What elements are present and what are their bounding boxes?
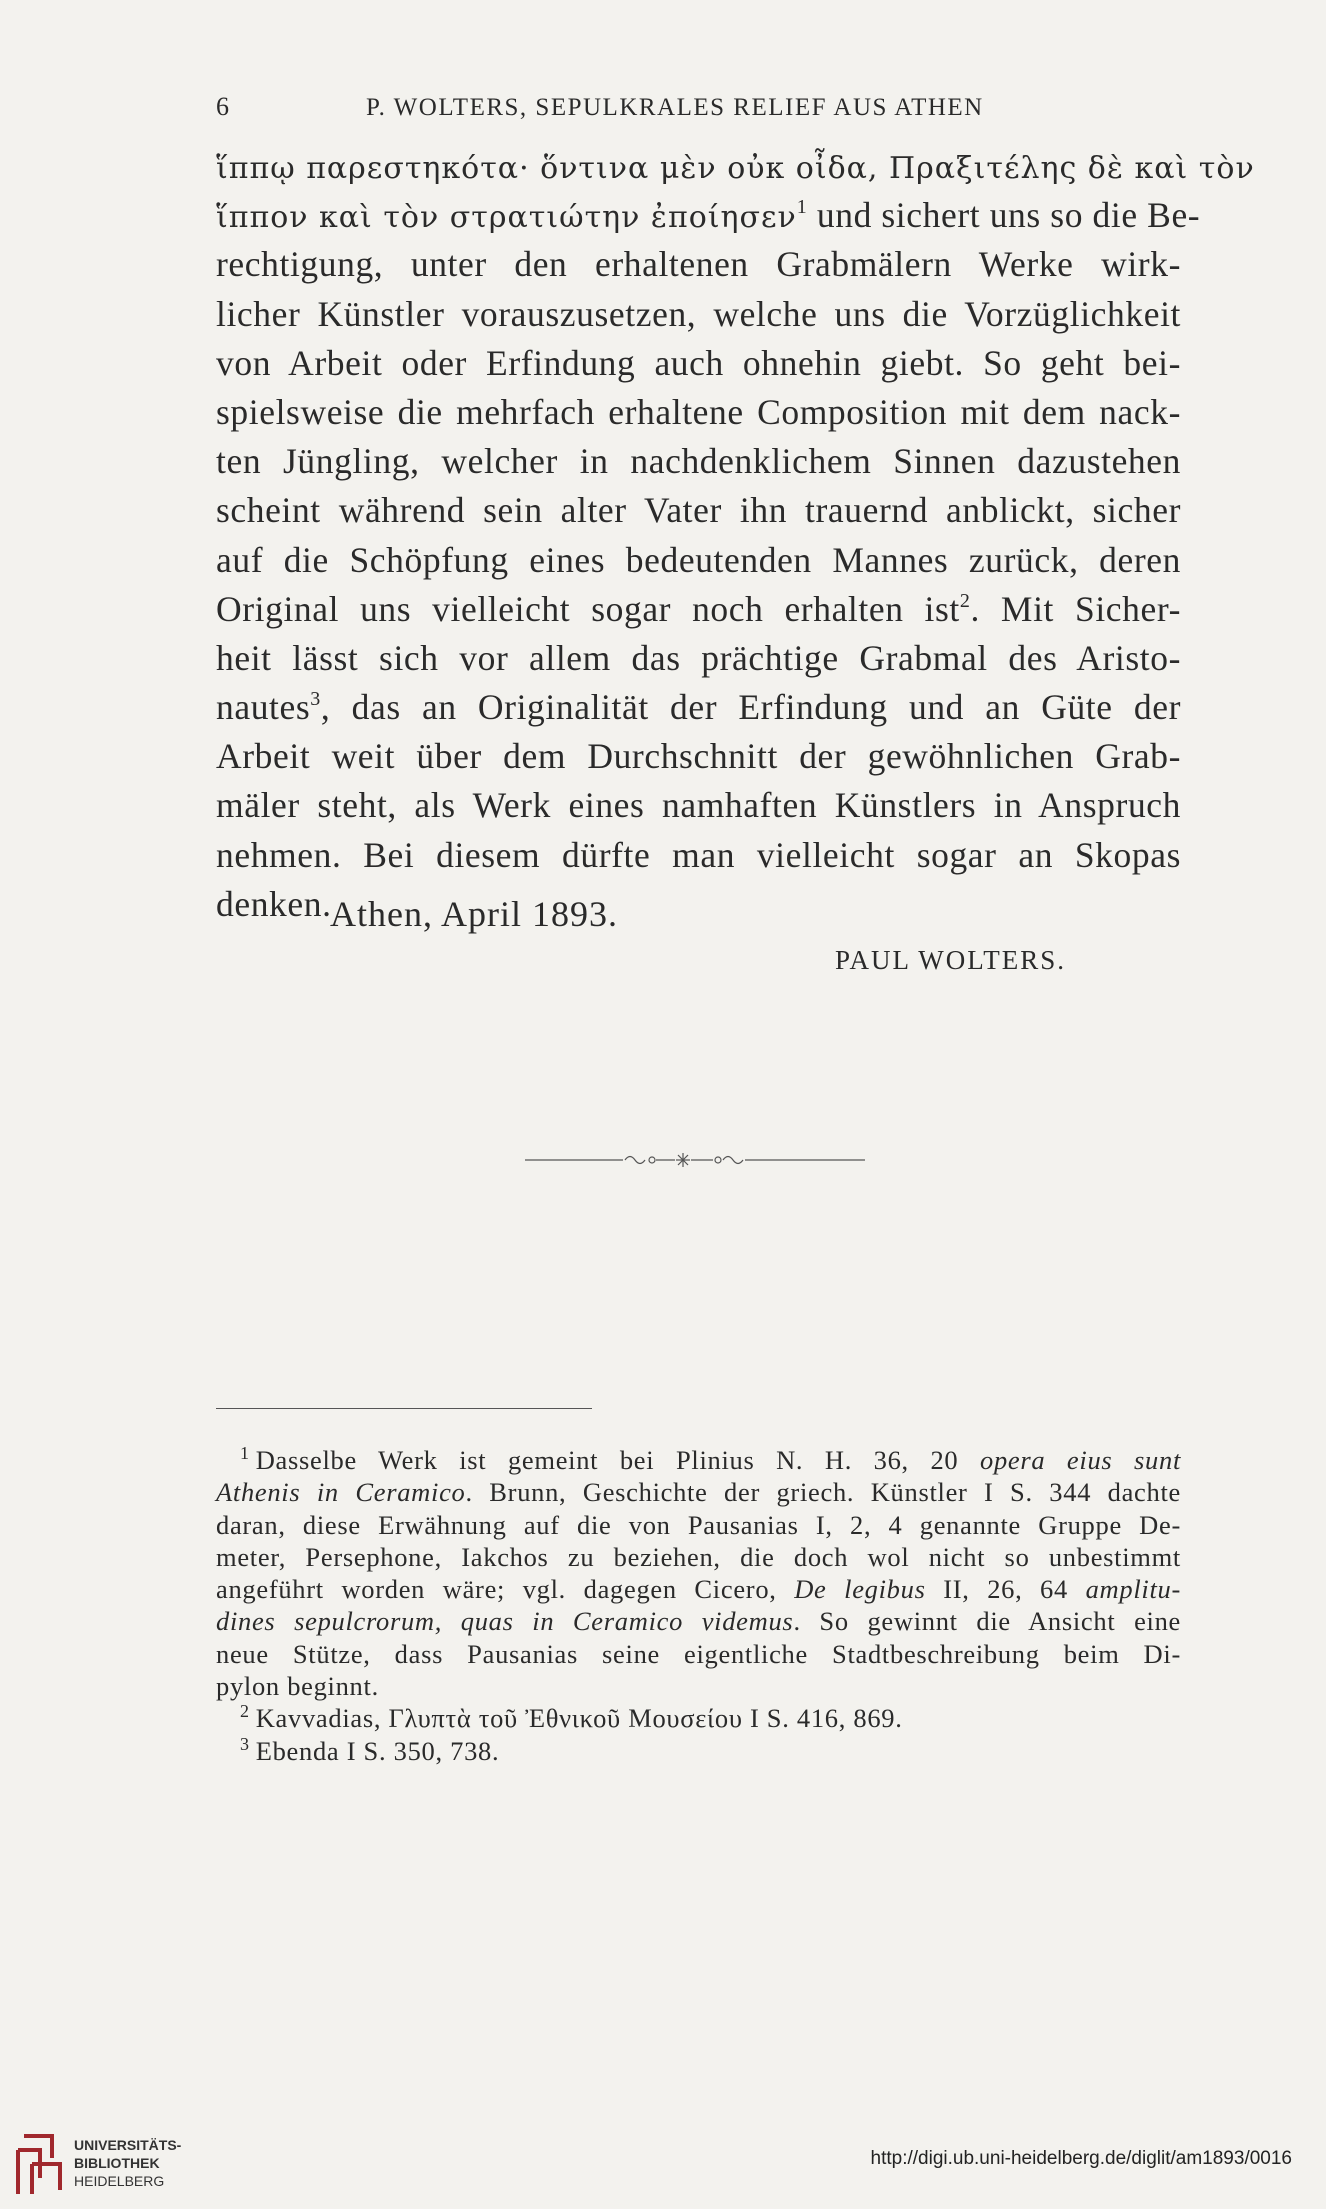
greek-quote: ἵππον καὶ τὸν στρατιώτην ἐποίησεν <box>216 200 797 236</box>
body-text <box>216 142 1255 929</box>
body-line-9: auf die Schöpfung eines bedeutenden Mannes zurück, deren <box>216 539 1181 580</box>
body-line-7: ten Jüngling, welcher in nachdenklichem Sinnen dazustehen <box>216 441 1181 482</box>
footnote-ref-1[interactable]: 1 <box>796 196 808 219</box>
body-line-10: Original uns vielleicht sogar noch erhalten ist$^2$. Mit Sicher- <box>216 588 1181 629</box>
footnote-rule <box>216 1408 592 1409</box>
body-line-5: von Arbeit oder Erfindung auch ohnehin giebt. So geht bei- <box>216 342 1181 383</box>
body-line-11: heit lässt sich vor allem das prächtige Grabmal des Aristo- <box>216 637 1181 678</box>
body-line-14: mäler steht, als Werk eines namhaften Künstlers in Anspruch <box>216 785 1181 826</box>
footnote-1: $^1$ Dasselbe Werk ist gemeint bei Plinius N. H. 36, 20 opera eius sunt <box>240 1443 1182 1475</box>
body-line-3: rechtigung, unter den erhaltenen Grabmälern Werke wirk- <box>216 244 1181 285</box>
library-name: UNIVERSITÄTS- BIBLIOTHEK HEIDELBERG <box>74 2137 182 2189</box>
body-line-15: nehmen. Bei diesem dürfte man vielleicht sogar an Skopas <box>216 834 1181 875</box>
running-head-title: P. WOLTERS, SEPULKRALES RELIEF AUS ATHEN <box>366 94 984 121</box>
body-line-16: denken. <box>216 883 332 924</box>
footnote-ref-3[interactable]: 3 <box>310 688 321 711</box>
footnote-2: $^2$ Kavvadias, Γλυπτὰ τοῦ Ἐθνικοῦ Μουσείου I S. 416, 869. <box>240 1701 903 1734</box>
footnote-ref-2[interactable]: 2 <box>959 589 971 612</box>
running-head <box>216 92 1176 132</box>
body-line-13: Arbeit weit über dem Durchschnitt der gewöhnlichen Grab- <box>216 736 1181 777</box>
digitization-footer <box>0 2128 1326 2209</box>
author-signature: PAUL WOLTERS. <box>835 945 1067 975</box>
library-logo-icon <box>14 2128 66 2198</box>
body-line-4: licher Künstler vorauszusetzen, welche uns die Vorzüglichkeit <box>216 293 1181 334</box>
body-line-12: nautes$^3$, das an Originalität der Erfindung und an Güte der <box>216 687 1181 728</box>
page-number: 6 <box>216 92 231 121</box>
footnote-3: $^3$ Ebenda I S. 350, 738. <box>240 1733 500 1766</box>
body-line-1 <box>216 142 1255 191</box>
body-line-6: spielsweise die mehrfach erhaltene Composition mit dem nack- <box>216 391 1181 432</box>
body-line-2: ἵππον καὶ τὸν στρατιώτην ἐποίησεν$^1$ und sichert uns so die Be- <box>216 195 1201 236</box>
ornament-divider <box>525 1150 865 1170</box>
body-line-8: scheint während sein alter Vater ihn trauernd anblickt, sicher <box>216 490 1181 531</box>
footnotes: $^1$ Dasselbe Werk ist gemeint bei Plinius N. H. 36, 20 opera eius sunt Athenis in Ceramico. Brunn, Geschichte der griech. Künstler I S. 344 dachte daran, diese Erwähnung auf die von Pausanias I, 2, 4 genannte Gruppe De- meter, Persephone, Iakchos zu beziehen, die doch wol nicht so unbestimmt angeführt worden wäre; vgl. dagegen Cicero, De legibus II, 26, 64 amplitu- dines sepulcrorum, quas in Ceramico videmus. So gewinnt die Ansicht eine neue Stütze, dass Pausanias seine eigentliche Stadtbeschreibung beim Di- pylon beginnt. $^2$ Kavvadias, Γλυπτὰ τοῦ Ἐθνικοῦ Μουσείου I S. 416, 869. $^3$ Ebenda I S. 350, 738. <box>216 1443 1182 1766</box>
greek-quote: ἵππῳ παρεστηκότα· ὅντινα μὲν οὐκ οἶδα, Πραξιτέλης δὲ καὶ τὸν <box>216 151 1255 186</box>
permalink-url[interactable]: http://digi.ub.uni-heidelberg.de/diglit/am1893/0016 <box>870 2148 1292 2169</box>
dateline: Athen, April 1893. <box>330 894 618 934</box>
